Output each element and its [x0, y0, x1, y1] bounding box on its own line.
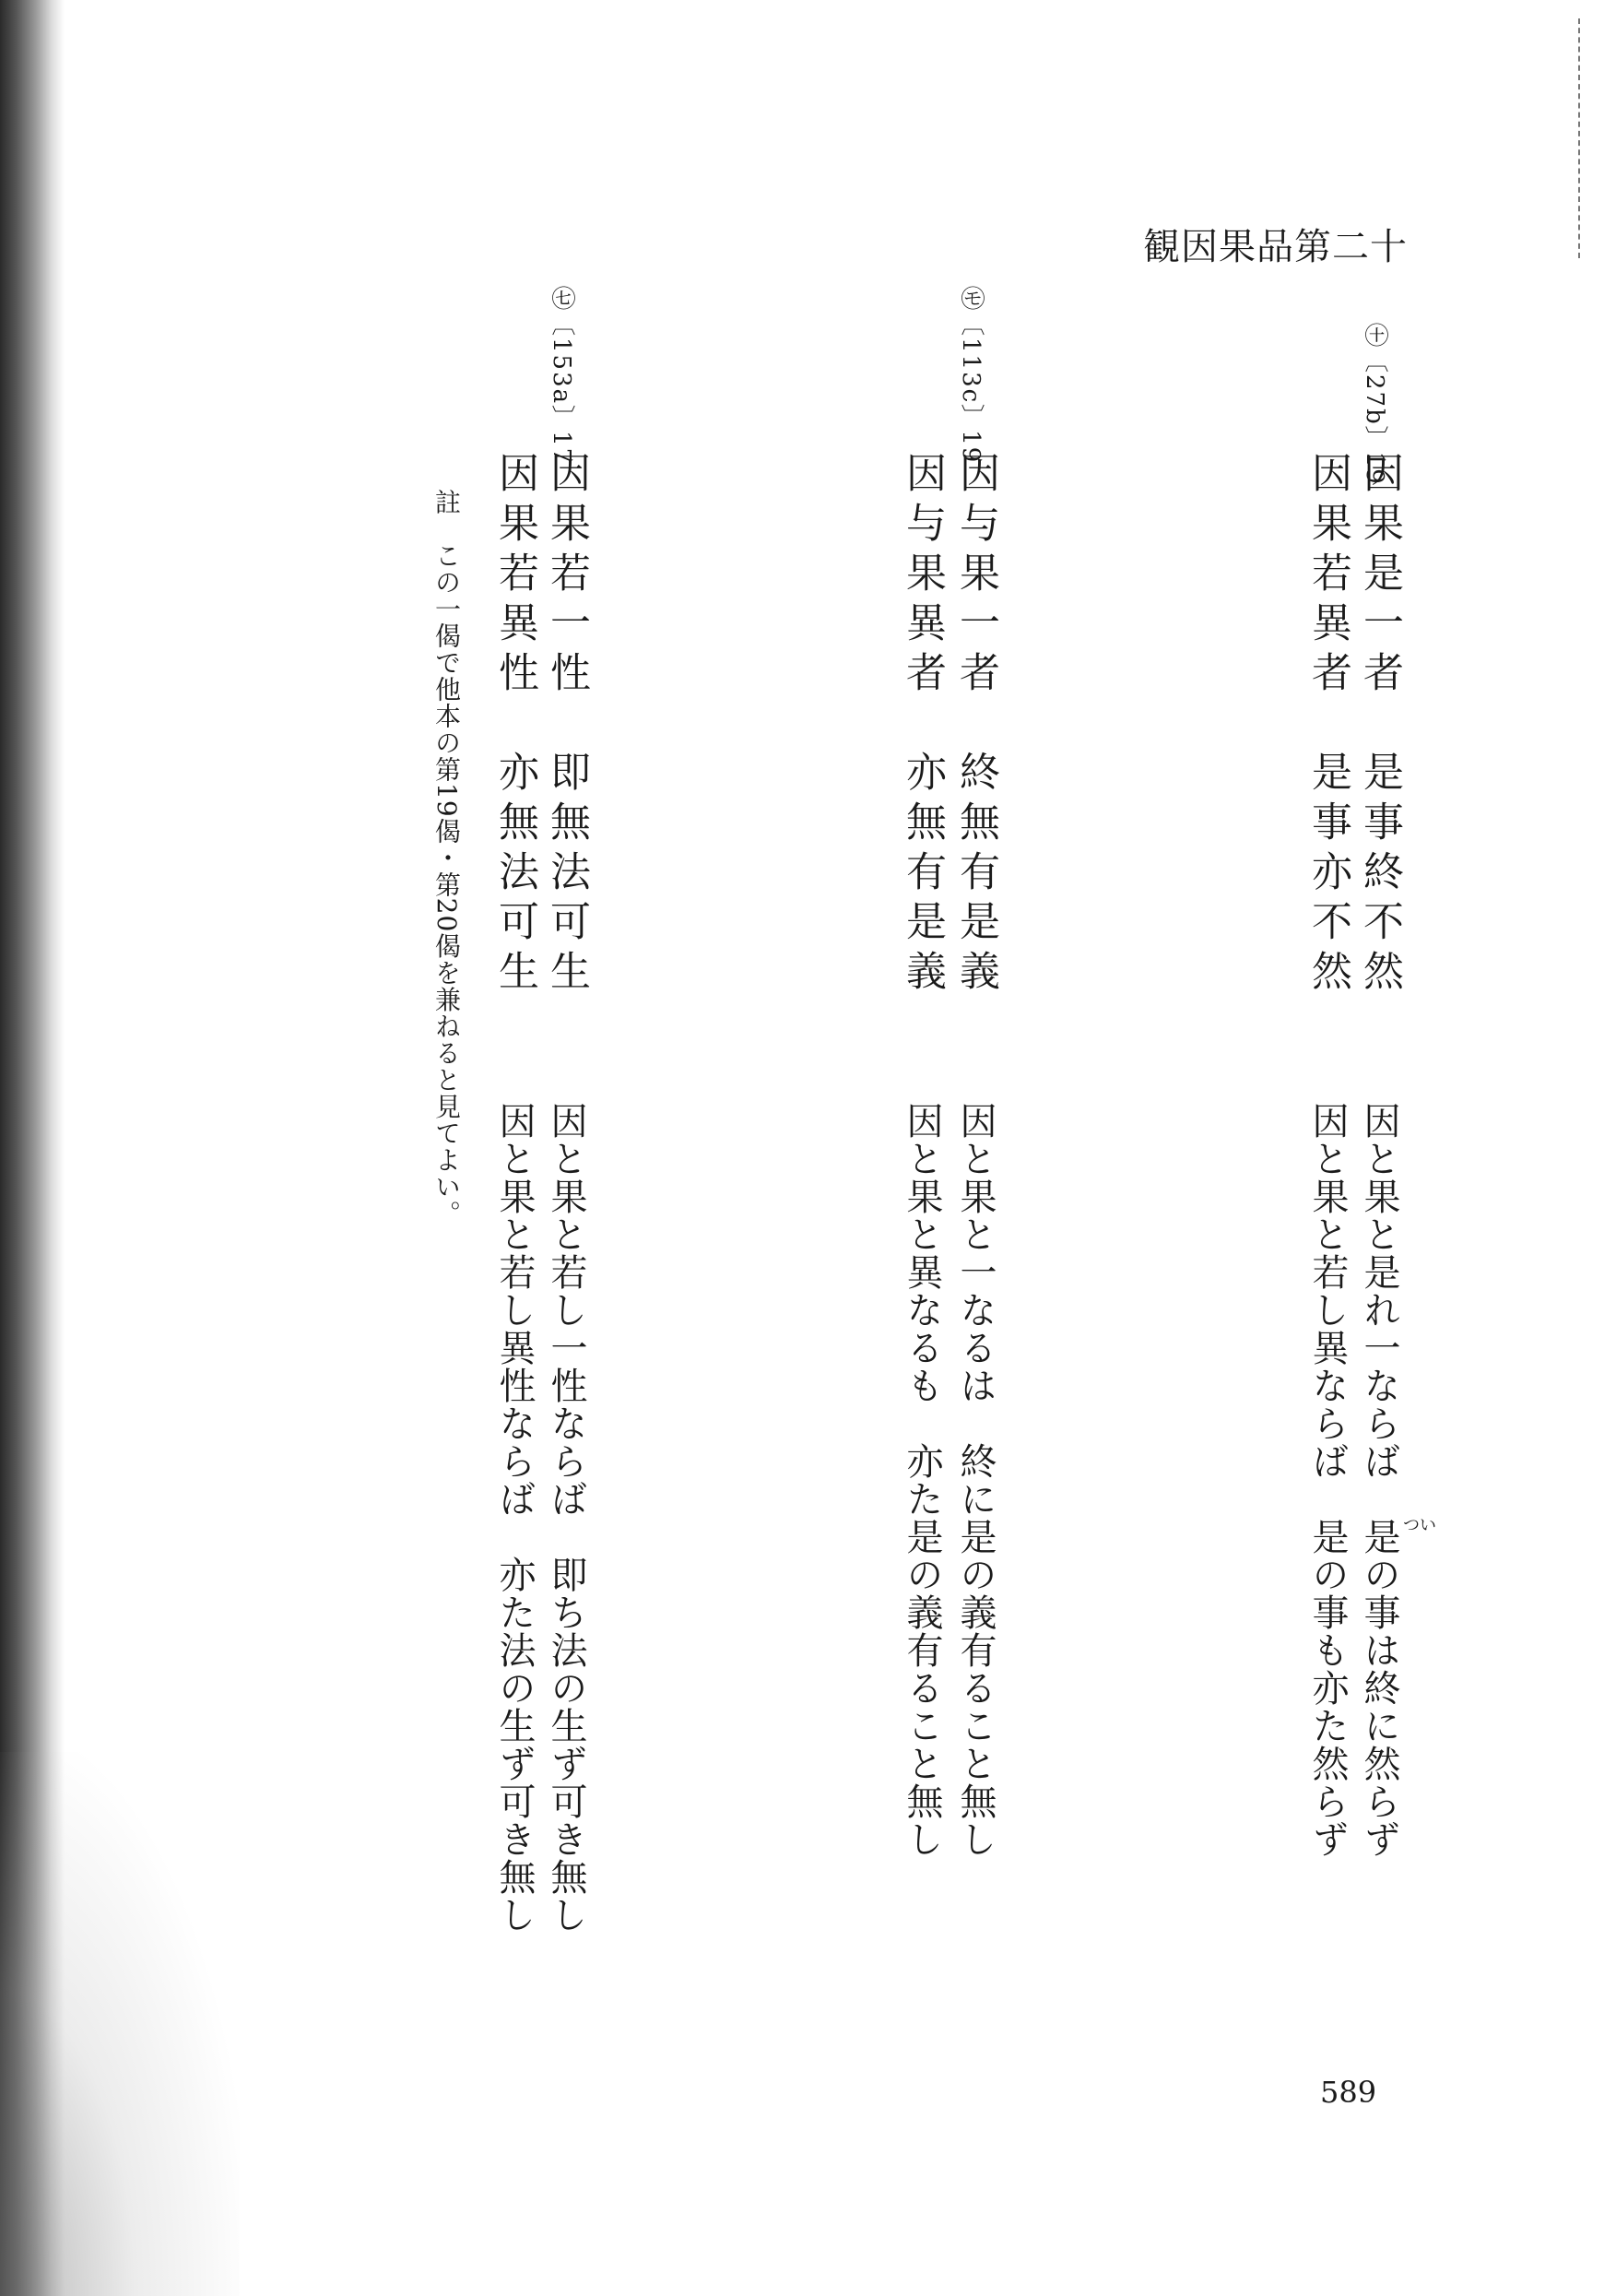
stanza-3-reading-line-1: 因と果と若し一性ならば 即ち法の生ず可き無し: [545, 1102, 587, 1934]
stanza-1-reading-line-1: 因と果と是れ一ならば 是の事は終に然らず: [1358, 1102, 1400, 1858]
stanza-1-reading-line-2: 因と果と若し異ならば 是の事も亦た然らず: [1306, 1102, 1349, 1858]
stanza-3-verse-line-2: 因果若異性 亦無法可生: [491, 452, 538, 1000]
stanza-3-marker: ㊆〔153a〕17: [548, 286, 575, 466]
stanza-1-marker: ㊉〔27b〕19: [1361, 323, 1388, 486]
stanza-2-verse-line-1: 因与果一者 終無有是義: [952, 452, 999, 1000]
chapter-title: 観因果品第二十: [1143, 226, 1408, 268]
stanza-2-reading-line-2: 因と果と異なるも 亦た是の義有ること無し: [901, 1102, 943, 1858]
stanza-1-verse-line-2: 因果若異者 是事亦不然: [1304, 452, 1351, 1000]
stanza-1-verse-line-1: 因果是一者 是事終不然: [1356, 452, 1403, 1000]
stanza-2-reading-line-1: 因と果と一なるは 終に是の義有ること無し: [954, 1102, 997, 1858]
stanza-3-reading-line-2: 因と果と若し異性ならば 亦た法の生ず可き無し: [493, 1102, 536, 1934]
scan-edge-mark: [1578, 18, 1583, 258]
ruby-reading: つい: [1403, 1516, 1436, 1535]
scan-corner-shadow: [0, 1752, 240, 2296]
stanza-2-verse-line-2: 因与果異者 亦無有是義: [899, 452, 946, 1000]
stanza-2-marker: ㋲〔113c〕19: [957, 286, 985, 465]
page-number: 589: [1320, 2075, 1377, 2110]
stanza-3-verse-line-1: 因果若一性 即無法可生: [543, 452, 590, 1000]
footnote: 註 この一偈で他本の第19偈・第20偈を兼ねると見てよい。: [431, 489, 462, 1227]
